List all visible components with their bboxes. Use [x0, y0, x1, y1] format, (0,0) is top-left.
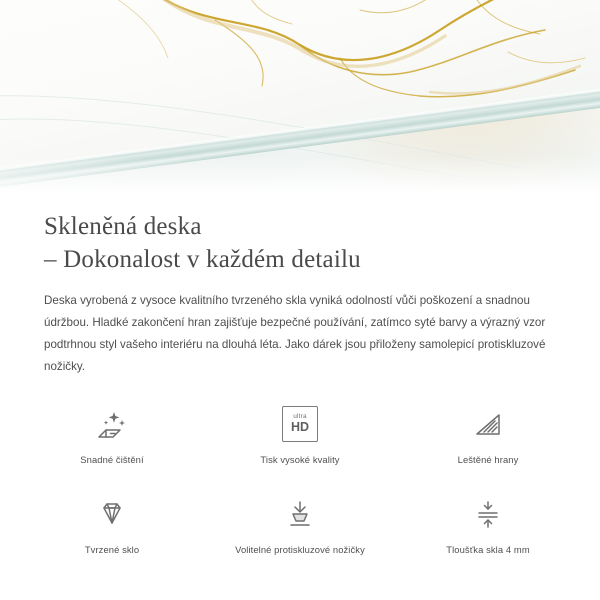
ultra-hd-icon [282, 402, 318, 446]
feature-non-slip-feet [206, 492, 394, 556]
feature-grid [0, 402, 600, 556]
description-paragraph: Deska vyrobená z vysoce kvalitního tvrzeného skla vyniká odolností vůči poškození a snadnou údržbou. Hladké zakončení hran zajišťuje bezpečné používání, zatímco syté barvy a výrazný vzor podtrhnou styl vašeho interiéru na dlouhá léta. Jako dárek jsou přiloženy samolepicí protiskluzové nožičky. [44, 294, 546, 373]
feature-label: Tvrzené sklo [84, 544, 140, 555]
headline-line-1: Skleněná deska [44, 213, 202, 240]
ultra-hd-top-text: ultra [293, 413, 307, 421]
feature-label: Tloušťka skla 4 mm [446, 544, 530, 555]
diamond-icon [92, 492, 132, 536]
text-content [0, 196, 600, 378]
feature-label: Leštěné hrany [457, 454, 519, 465]
feature-print-quality [206, 402, 394, 466]
feature-tempered-glass [18, 492, 206, 556]
hero-bottom-fade [0, 156, 600, 196]
headline-line-2: – Dokonalost v každém detailu [44, 246, 361, 273]
hero-image [0, 0, 600, 196]
non-slip-foot-icon [280, 492, 320, 536]
ultra-hd-bottom-text: HD [290, 420, 310, 435]
feature-easy-cleaning [18, 402, 206, 466]
feature-glass-thickness [394, 492, 582, 556]
feature-label: Volitelné protiskluzové nožičky [235, 544, 365, 555]
sparkle-cloth-icon [92, 402, 132, 446]
thickness-arrows-icon [468, 492, 508, 536]
feature-label: Snadné čištění [80, 454, 144, 465]
feature-label: Tisk vysoké kvality [260, 454, 340, 465]
polished-edge-icon [468, 402, 508, 446]
feature-polished-edges [394, 402, 582, 466]
page-title [0, 196, 600, 276]
